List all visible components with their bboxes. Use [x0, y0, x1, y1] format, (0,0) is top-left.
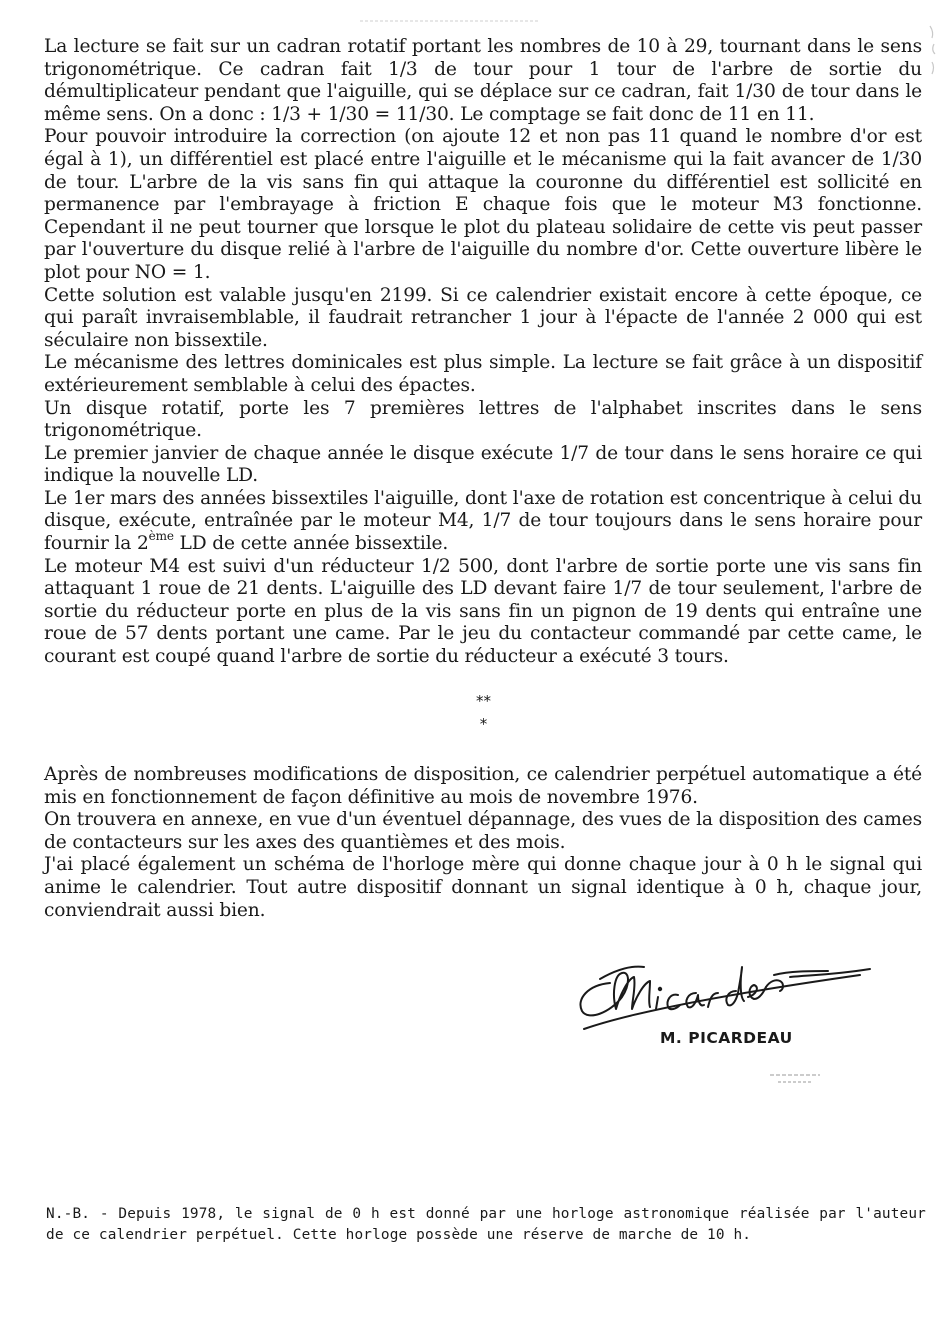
paragraph: Après de nombreuses modifications de disposition, ce calendrier perpétuel automatique a été mis en fonctionnement de façon définitive au mois de novembre 1976.: [44, 764, 922, 808]
paragraph: On trouvera en annexe, en vue d'un éventuel dépannage, des vues de la disposition des cames de contacteurs sur les axes des quantièmes et des mois.: [44, 809, 922, 853]
separator-star-bottom: *: [479, 715, 488, 733]
paragraph-leap-year: [44, 488, 922, 556]
scan-edge-mark: [924, 22, 944, 82]
footnote: [46, 1204, 926, 1246]
paragraph-text: Le 1er mars des années bissextiles l'aiguille, dont l'axe de rotation est concentrique à celui du disque, exécute, entraînée par le moteur M4, 1/7 de tour toujours dans le sens horaire pour fournir la 2: [44, 487, 922, 555]
closing-text: [44, 764, 922, 922]
paragraph: J'ai placé également un schéma de l'horloge mère qui donne chaque jour à 0 h le signal qui anime le calendrier. Tout autre dispositif donnant un signal identique à 0 h, chaque jour, conviendrait aussi bien.: [44, 854, 922, 921]
signer-name: M. PICARDEAU: [660, 1029, 793, 1047]
paragraph: La lecture se fait sur un cadran rotatif portant les nombres de 10 à 29, tournant dans le sens trigonométrique. Ce cadran fait 1/3 de tour pour 1 tour de l'arbre de sortie du démultiplicateur pendant que l'aiguille, qui se déplace sur ce cadran, fait 1/30 de tour dans le même sens. On a donc : 1/3 + 1/30 = 11/30. Le comptage se fait donc de 11 en 11.: [44, 36, 922, 125]
paragraph: Le moteur M4 est suivi d'un réducteur 1/2 500, dont l'arbre de sortie porte une vis sans fin attaquant 1 roue de 21 dents. L'aiguille des LD devant faire 1/7 de tour seulement, l'arbre de sortie du réducteur porte en plus de la vis sans fin un pignon de 19 dents qui entraîne une roue de 57 dents portant une came. Par le jeu du contacteur commandé par cette came, le courant est coupé quand l'arbre de sortie du réducteur a exécuté 3 tours.: [44, 555, 922, 668]
paragraph: Pour pouvoir introduire la correction (on ajoute 12 et non pas 11 quand le nombre d'or est égal à 1), un différentiel est placé entre l'aiguille et le mécanisme qui la fait avancer de 1/30 de tour. L'arbre de la vis sans fin qui attaque la couronne du différentiel est sollicité en permanence par l'embrayage à friction E chaque fois que le moteur M3 fonctionne. Cependant il ne peut tourner que lorsque le plot du plateau solidaire de cette vis peut passer par l'ouverture du disque relié à l'arbre de l'aiguille du nombre d'or. Cette ouverture libère le plot pour NO = 1.: [44, 126, 922, 283]
paragraph: Cette solution est valable jusqu'en 2199. Si ce calendrier existait encore à cette époque, ce qui paraît invraisemblable, il faudrait retrancher 1 jour à l'épacte de l'année 2 000 qui est séculaire non bissextile.: [44, 284, 922, 351]
paragraph: Un disque rotatif, porte les 7 premières lettres de l'alphabet inscrites dans le sens trigonométrique.: [44, 397, 922, 442]
main-text: [44, 36, 922, 669]
scan-artifact-line: [360, 19, 540, 23]
scan-artifact-dashes: [770, 1072, 820, 1086]
paragraph-text: LD de cette année bissextile.: [173, 533, 449, 555]
paragraph: Le premier janvier de chaque année le disque exécute 1/7 de tour dans le sens horaire ce qui indique la nouvelle LD.: [44, 442, 922, 487]
footnote-text: N.-B. - Depuis 1978, le signal de 0 h est donné par une horloge astronomique réalisée par l'auteur de ce calendrier perpétuel. Cette horloge possède une réserve de marche de 10 h.: [46, 1206, 926, 1243]
separator-stars-top: **: [476, 692, 491, 710]
superscript: ème: [148, 528, 174, 543]
paragraph: Le mécanisme des lettres dominicales est plus simple. La lecture se fait grâce à un dispositif extérieurement semblable à celui des épactes.: [44, 352, 922, 396]
